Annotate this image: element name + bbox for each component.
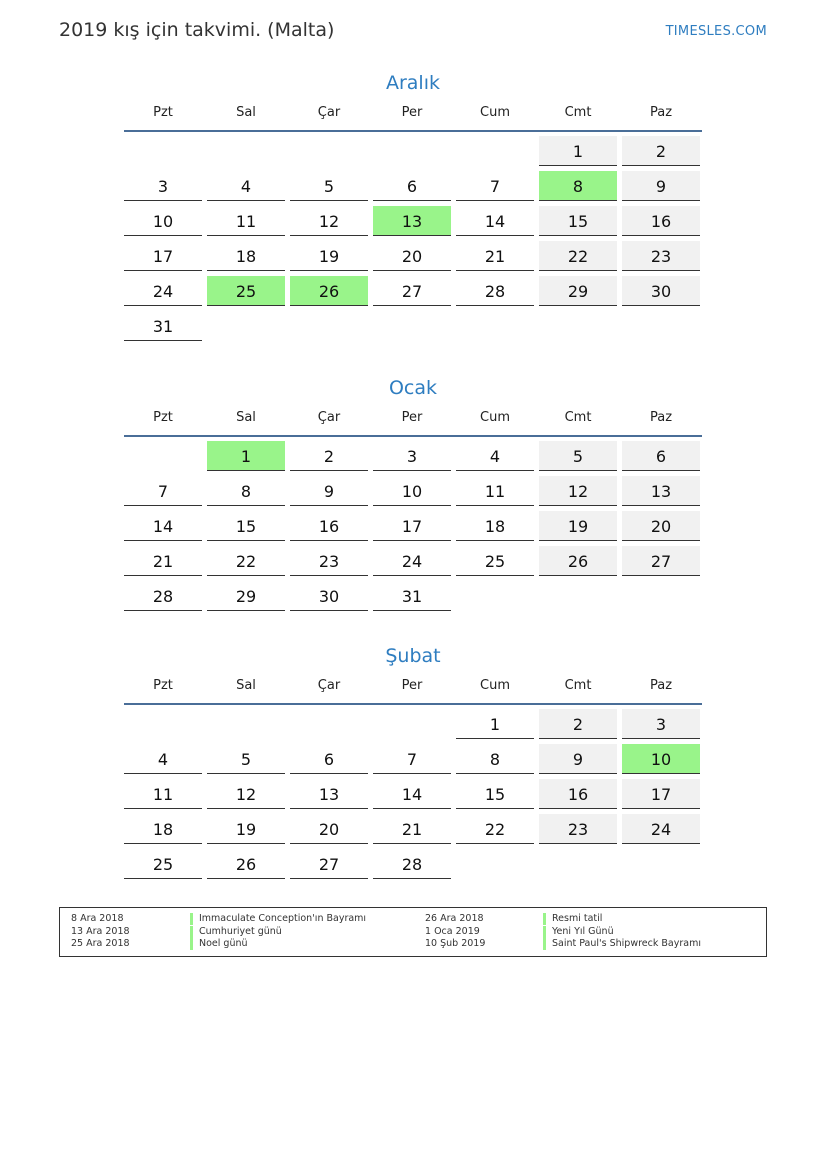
weekday-label: Sal: [236, 105, 256, 120]
legend-holiday-name: Immaculate Conception'ın Bayramı: [190, 913, 366, 925]
weekday-header: [124, 102, 702, 124]
day-cell: 5: [290, 171, 368, 201]
header-divider: [124, 703, 702, 705]
day-cell: 10: [124, 206, 202, 236]
day-cell: 3: [124, 171, 202, 201]
day-cell: 28: [373, 849, 451, 879]
day-cell: 11: [207, 206, 285, 236]
day-cell: 15: [539, 206, 617, 236]
day-cell: 4: [124, 744, 202, 774]
day-cell: 3: [622, 709, 700, 739]
month-name: Aralık: [385, 72, 440, 94]
weekday-label: Çar: [317, 410, 341, 425]
day-cell: 25: [456, 546, 534, 576]
day-grid: [124, 709, 702, 879]
day-cell: 21: [124, 546, 202, 576]
day-cell: 9: [622, 171, 700, 201]
day-cell: 20: [290, 814, 368, 844]
holiday-day-cell: 26: [290, 276, 368, 306]
weekday-header: [124, 407, 702, 429]
day-cell: 24: [124, 276, 202, 306]
weekday-label: Pzt: [153, 410, 173, 425]
day-cell: 7: [373, 744, 451, 774]
day-cell: 6: [622, 441, 700, 471]
weekday-label: Cmt: [564, 105, 592, 120]
day-cell: 17: [373, 511, 451, 541]
empty-cell: [124, 136, 202, 166]
weekday-label: Per: [401, 410, 423, 425]
legend-date: 10 Şub 2019: [425, 938, 486, 949]
holiday-day-cell: 25: [207, 276, 285, 306]
day-cell: 28: [456, 276, 534, 306]
empty-cell: [207, 709, 285, 739]
weekday-label: Cum: [480, 410, 510, 425]
day-cell: 10: [373, 476, 451, 506]
header-divider: [124, 435, 702, 437]
day-cell: 18: [456, 511, 534, 541]
day-cell: 23: [290, 546, 368, 576]
day-cell: 20: [373, 241, 451, 271]
weekday-header: [124, 675, 702, 697]
legend-date: 26 Ara 2018: [425, 913, 484, 924]
day-cell: 23: [539, 814, 617, 844]
day-cell: 23: [622, 241, 700, 271]
day-cell: 4: [456, 441, 534, 471]
day-cell: 16: [539, 779, 617, 809]
day-cell: 5: [539, 441, 617, 471]
empty-cell: [456, 136, 534, 166]
day-cell: 14: [456, 206, 534, 236]
day-cell: 27: [373, 276, 451, 306]
legend-date: 25 Ara 2018: [71, 938, 130, 949]
day-cell: 7: [456, 171, 534, 201]
weekday-label: Cmt: [564, 410, 592, 425]
day-cell: 12: [539, 476, 617, 506]
day-cell: 30: [290, 581, 368, 611]
day-cell: 31: [373, 581, 451, 611]
day-cell: 28: [124, 581, 202, 611]
weekday-label: Cmt: [564, 678, 592, 693]
day-cell: 18: [124, 814, 202, 844]
holiday-day-cell: 13: [373, 206, 451, 236]
empty-cell: [290, 709, 368, 739]
weekday-label: Sal: [236, 410, 256, 425]
page-title: 2019 kış için takvimi. (Malta): [59, 19, 335, 41]
holiday-day-cell: 1: [207, 441, 285, 471]
day-cell: 6: [290, 744, 368, 774]
day-cell: 18: [207, 241, 285, 271]
legend-date: 1 Oca 2019: [425, 926, 480, 937]
empty-cell: [373, 709, 451, 739]
day-cell: 16: [290, 511, 368, 541]
day-cell: 22: [207, 546, 285, 576]
day-cell: 14: [124, 511, 202, 541]
header-divider: [124, 130, 702, 132]
day-cell: 12: [207, 779, 285, 809]
day-cell: 20: [622, 511, 700, 541]
weekday-label: Sal: [236, 678, 256, 693]
month-name: Şubat: [385, 645, 441, 667]
empty-cell: [373, 136, 451, 166]
empty-cell: [290, 136, 368, 166]
holiday-legend: [59, 907, 767, 957]
day-cell: 25: [124, 849, 202, 879]
day-cell: 11: [124, 779, 202, 809]
month-calendar: [124, 70, 702, 341]
day-cell: 13: [622, 476, 700, 506]
month-calendar: [124, 643, 702, 879]
day-cell: 19: [290, 241, 368, 271]
day-cell: 8: [456, 744, 534, 774]
empty-cell: [124, 709, 202, 739]
legend-holiday-name: Yeni Yıl Günü: [543, 926, 614, 938]
day-grid: [124, 136, 702, 341]
weekday-label: Paz: [649, 678, 673, 693]
day-cell: 16: [622, 206, 700, 236]
day-cell: 3: [373, 441, 451, 471]
day-cell: 4: [207, 171, 285, 201]
empty-cell: [207, 136, 285, 166]
weekday-label: Cum: [480, 105, 510, 120]
day-cell: 29: [539, 276, 617, 306]
legend-date: 13 Ara 2018: [71, 926, 130, 937]
legend-holiday-name: Resmi tatil: [543, 913, 602, 925]
legend-holiday-name: Cumhuriyet günü: [190, 926, 282, 938]
day-cell: 14: [373, 779, 451, 809]
weekday-label: Çar: [317, 678, 341, 693]
day-cell: 31: [124, 311, 202, 341]
day-cell: 2: [622, 136, 700, 166]
weekday-label: Per: [401, 105, 423, 120]
day-cell: 21: [456, 241, 534, 271]
day-cell: 1: [539, 136, 617, 166]
day-cell: 6: [373, 171, 451, 201]
holiday-day-cell: 10: [622, 744, 700, 774]
weekday-label: Paz: [649, 410, 673, 425]
day-cell: 22: [539, 241, 617, 271]
day-cell: 26: [207, 849, 285, 879]
day-cell: 1: [456, 709, 534, 739]
legend-holiday-name: Noel günü: [190, 938, 248, 950]
day-cell: 2: [539, 709, 617, 739]
weekday-label: Pzt: [153, 105, 173, 120]
day-cell: 27: [622, 546, 700, 576]
day-cell: 5: [207, 744, 285, 774]
day-cell: 17: [124, 241, 202, 271]
day-cell: 24: [622, 814, 700, 844]
day-cell: 2: [290, 441, 368, 471]
day-grid: [124, 441, 702, 611]
day-cell: 27: [290, 849, 368, 879]
day-cell: 21: [373, 814, 451, 844]
day-cell: 22: [456, 814, 534, 844]
weekday-label: Cum: [480, 678, 510, 693]
weekday-label: Çar: [317, 105, 341, 120]
holiday-day-cell: 8: [539, 171, 617, 201]
day-cell: 15: [207, 511, 285, 541]
day-cell: 12: [290, 206, 368, 236]
day-cell: 11: [456, 476, 534, 506]
legend-holiday-name: Saint Paul's Shipwreck Bayramı: [543, 938, 701, 950]
month-name: Ocak: [388, 377, 438, 399]
day-cell: 19: [207, 814, 285, 844]
legend-date: 8 Ara 2018: [71, 913, 124, 924]
day-cell: 24: [373, 546, 451, 576]
day-cell: 29: [207, 581, 285, 611]
day-cell: 13: [290, 779, 368, 809]
day-cell: 9: [539, 744, 617, 774]
day-cell: 15: [456, 779, 534, 809]
empty-cell: [124, 441, 202, 471]
weekday-label: Pzt: [153, 678, 173, 693]
brand-link[interactable]: TIMESLES.COM: [665, 24, 767, 39]
weekday-label: Per: [401, 678, 423, 693]
month-calendar: [124, 375, 702, 611]
day-cell: 9: [290, 476, 368, 506]
day-cell: 8: [207, 476, 285, 506]
weekday-label: Paz: [649, 105, 673, 120]
day-cell: 19: [539, 511, 617, 541]
day-cell: 17: [622, 779, 700, 809]
day-cell: 7: [124, 476, 202, 506]
day-cell: 30: [622, 276, 700, 306]
day-cell: 26: [539, 546, 617, 576]
